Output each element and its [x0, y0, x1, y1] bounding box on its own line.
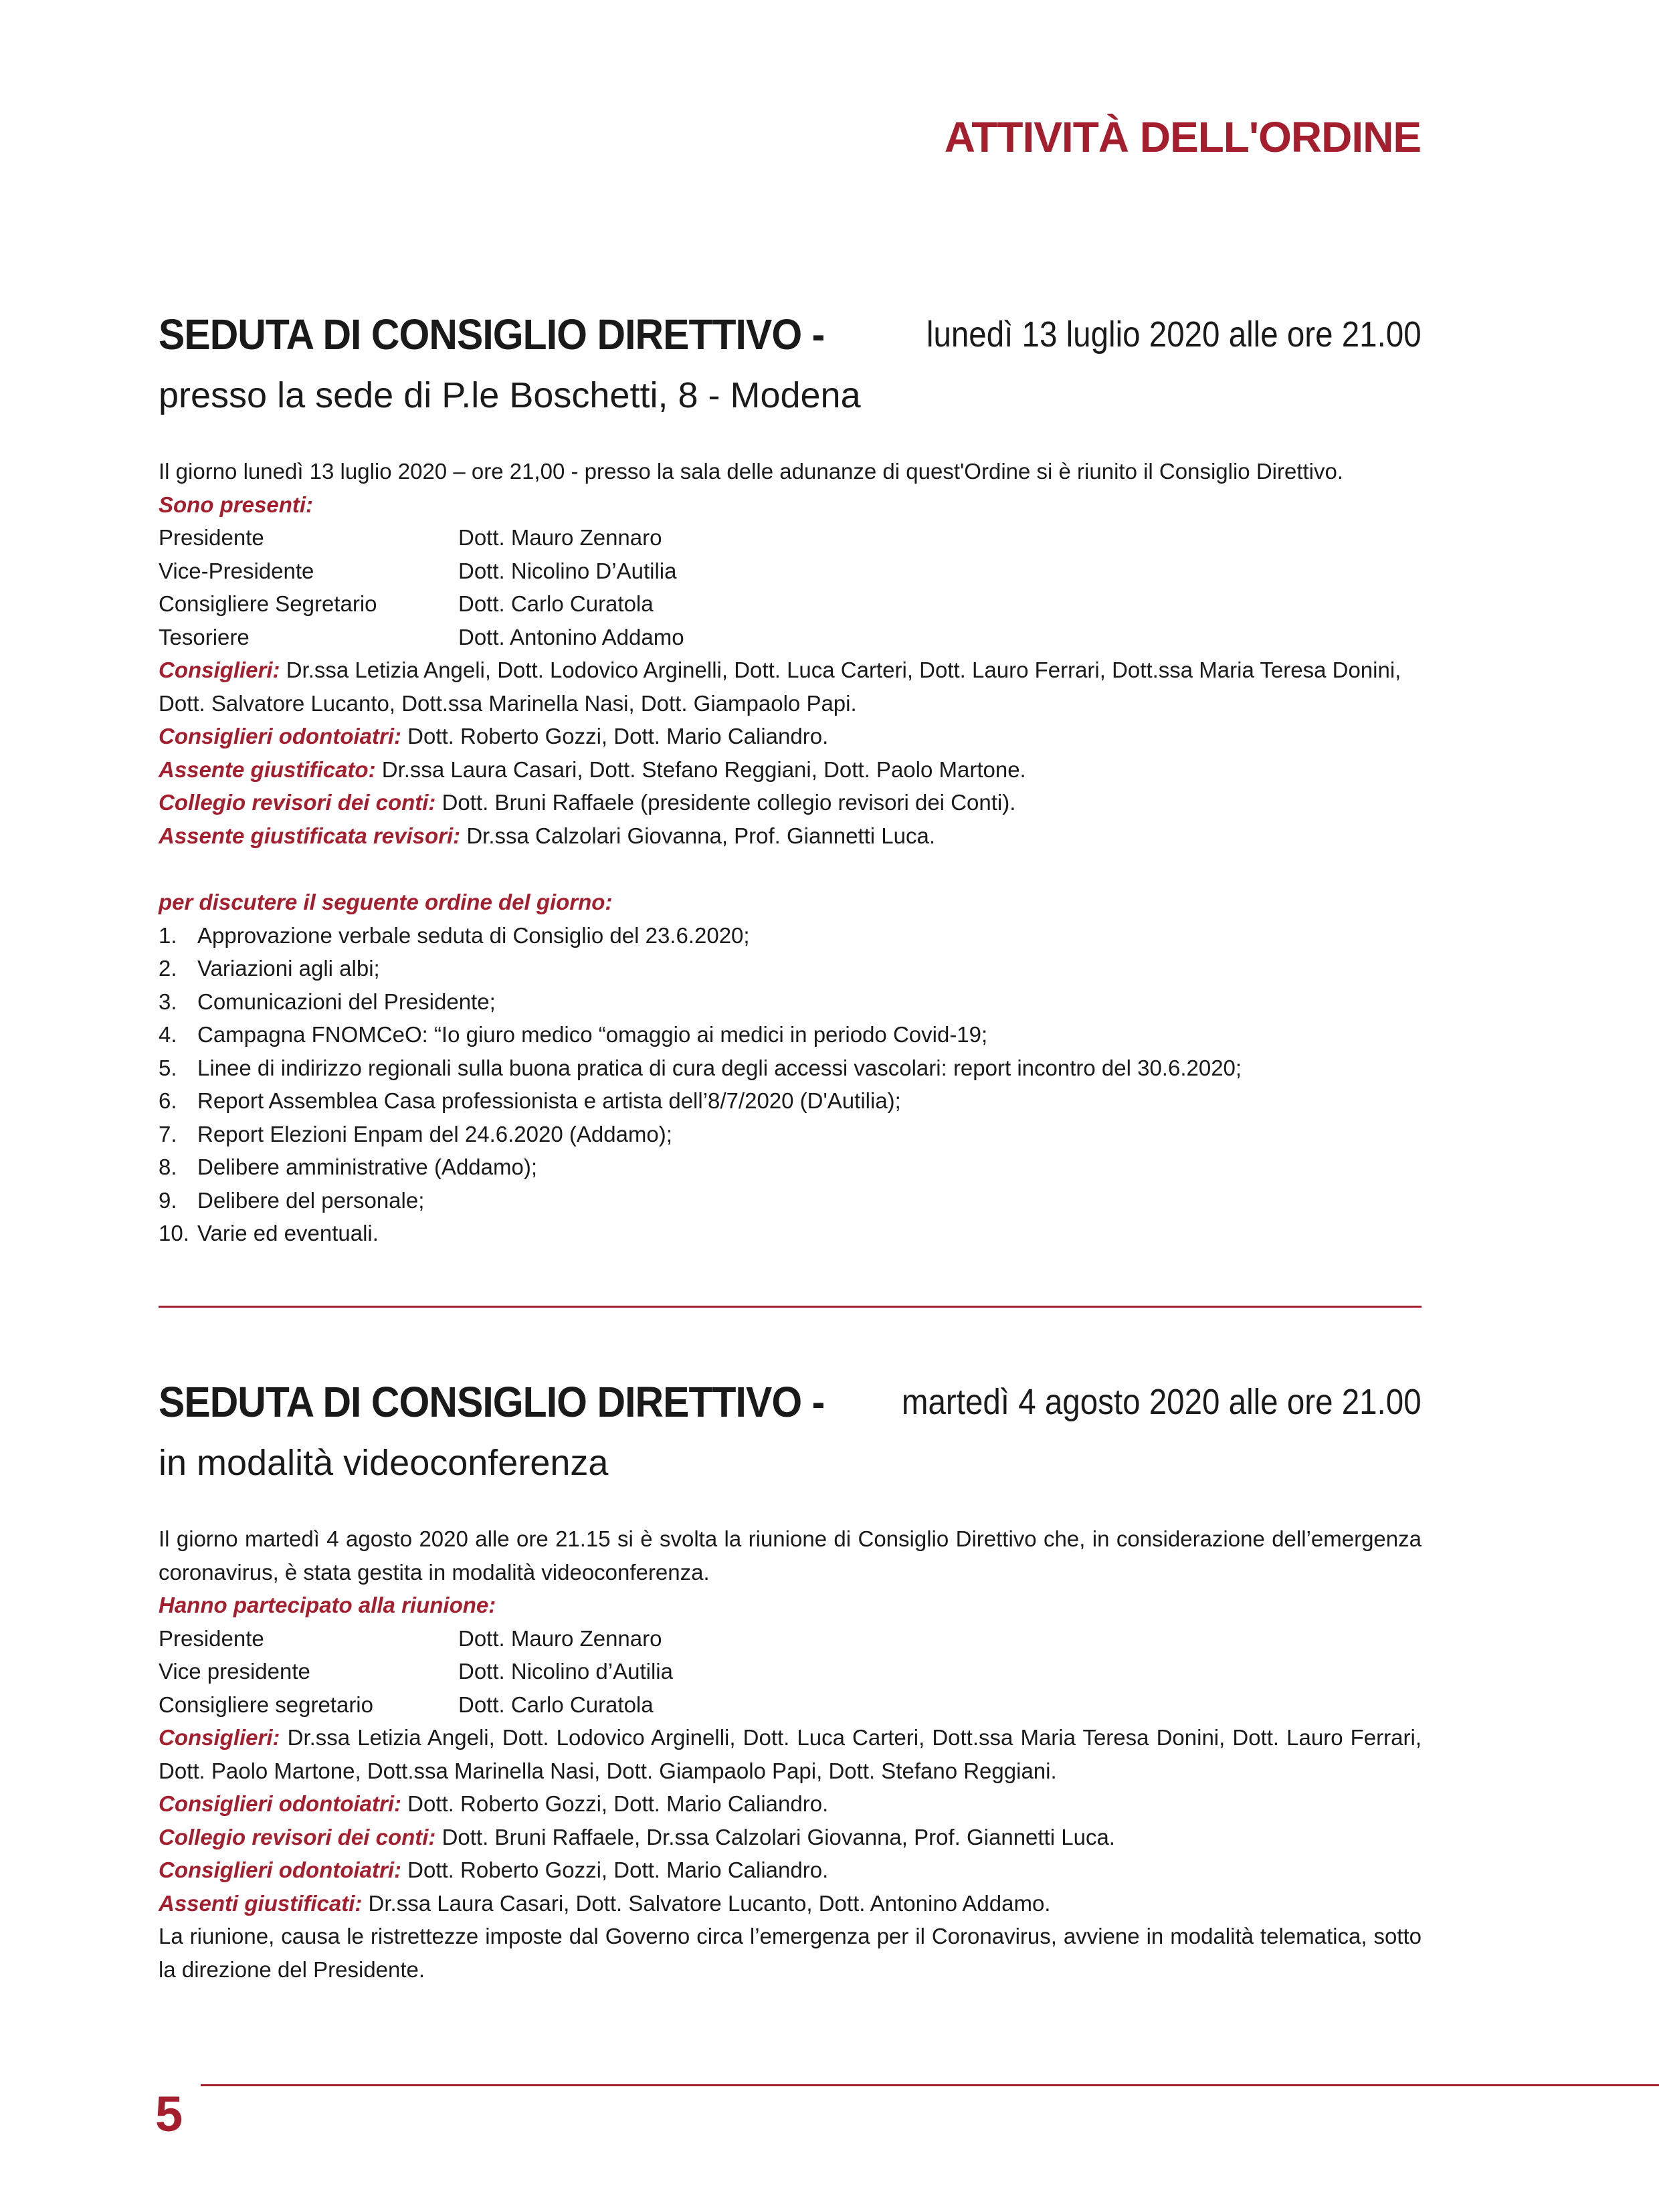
revisori-label: Collegio revisori dei conti:	[159, 790, 436, 815]
consiglieri-paragraph	[159, 1721, 1422, 1787]
role-row	[159, 521, 1422, 555]
assente-revisori-label: Assente giustificata revisori:	[159, 823, 461, 848]
role-row	[159, 1622, 1422, 1655]
list-item	[159, 1118, 1422, 1151]
meeting-intro: Il giorno martedì 4 agosto 2020 alle ore 21.15 si è svolta la riunione di Consiglio Direttivo che, in considerazione dell’emergenza coronavirus, è stata gestita in modalità videoconferenza.	[159, 1526, 1422, 1585]
odontoiatri-label: Consiglieri odontoiatri:	[159, 1791, 401, 1816]
role-title: Presidente	[159, 1625, 264, 1651]
agenda-text: Report Assemblea Casa professionista e artista dell’8/7/2020 (D'Autilia);	[197, 1088, 901, 1113]
list-item	[159, 1018, 1422, 1051]
agenda-number: 6.	[159, 1088, 177, 1113]
agenda-list	[159, 919, 1422, 1250]
present-label: Sono presenti:	[159, 492, 314, 517]
consiglieri-text: Dr.ssa Letizia Angeli, Dott. Lodovico Arginelli, Dott. Luca Carteri, Dott. Lauro Ferrari, Dott.ssa Maria Teresa Donini, Dott. Salvatore Lucanto, Dott.ssa Marinella Nasi, Dott. Giampaolo Papi.	[159, 658, 1401, 716]
consiglieri-paragraph	[159, 653, 1422, 720]
agenda-text: Campagna FNOMCeO: “Io giuro medico “omaggio ai medici in periodo Covid-19;	[197, 1022, 988, 1047]
agenda-text: Linee di indirizzo regionali sulla buona pratica di cura degli accessi vascolari: report incontro del 30.6.2020;	[197, 1055, 1242, 1080]
role-row	[159, 1688, 1422, 1722]
meeting-date: lunedì 13 luglio 2020 alle ore 21.00	[926, 314, 1422, 355]
agenda-number: 10.	[159, 1221, 189, 1245]
revisori-text: Dott. Bruni Raffaele, Dr.ssa Calzolari Giovanna, Prof. Giannetti Luca.	[435, 1824, 1115, 1849]
list-item	[159, 1084, 1422, 1118]
odontoiatri-paragraph-2	[159, 1853, 1422, 1887]
meeting-body	[159, 1522, 1422, 1986]
role-title: Consigliere segretario	[159, 1692, 373, 1717]
odontoiatri-text: Dott. Roberto Gozzi, Dott. Mario Caliandro.	[401, 724, 829, 748]
agenda-text: Report Elezioni Enpam del 24.6.2020 (Addamo);	[197, 1121, 672, 1146]
assente-revisori-text: Dr.ssa Calzolari Giovanna, Prof. Giannetti Luca.	[460, 823, 935, 848]
meeting-section-1	[159, 309, 1422, 1250]
agenda-text: Approvazione verbale seduta di Consiglio del 23.6.2020;	[197, 922, 750, 948]
assente-label: Assente giustificato:	[159, 757, 376, 782]
odontoiatri-text: Dott. Roberto Gozzi, Dott. Mario Caliandro.	[401, 1857, 829, 1882]
meeting-title: SEDUTA DI CONSIGLIO DIRETTIVO -	[159, 310, 825, 359]
role-title: Presidente	[159, 525, 264, 550]
role-title: Vice-Presidente	[159, 558, 314, 583]
role-row	[159, 1655, 1422, 1688]
role-title: Vice presidente	[159, 1659, 310, 1684]
odontoiatri-label: Consiglieri odontoiatri:	[159, 724, 401, 748]
agenda-label: per discutere il seguente ordine del giorno:	[159, 890, 613, 914]
consiglieri-label: Consiglieri:	[159, 1725, 280, 1750]
list-item	[159, 1051, 1422, 1085]
role-row	[159, 555, 1422, 588]
agenda-number: 7.	[159, 1121, 177, 1146]
revisori-label: Collegio revisori dei conti:	[159, 1824, 436, 1849]
odontoiatri-text: Dott. Roberto Gozzi, Dott. Mario Caliandro.	[401, 1791, 829, 1816]
list-item	[159, 919, 1422, 952]
present-label: Hanno partecipato alla riunione:	[159, 1593, 496, 1617]
footer-rule	[201, 2084, 1659, 2086]
agenda-text: Comunicazioni del Presidente;	[197, 989, 496, 1014]
list-item	[159, 1184, 1422, 1217]
assenti-text: Dr.ssa Laura Casari, Dott. Salvatore Lucanto, Dott. Antonino Addamo.	[362, 1890, 1051, 1916]
agenda-number: 5.	[159, 1055, 177, 1080]
agenda-number: 9.	[159, 1187, 177, 1213]
agenda-number: 1.	[159, 922, 177, 948]
assenti-label: Assenti giustificati:	[159, 1890, 363, 1916]
assenti-paragraph	[159, 1887, 1422, 1920]
agenda-text: Varie ed eventuali.	[197, 1221, 379, 1245]
agenda-text: Delibere amministrative (Addamo);	[197, 1154, 538, 1179]
closing-paragraph: La riunione, causa le ristrettezze imposte dal Governo circa l’emergenza per il Coronavirus, avviene in modalità telematica, sotto la direzione del Presidente.	[159, 1924, 1422, 1982]
meeting-date: martedì 4 agosto 2020 alle ore 21.00	[902, 1382, 1422, 1422]
revisori-paragraph	[159, 786, 1422, 819]
meeting-section-2	[159, 1377, 1422, 1986]
meeting-location: presso la sede di P.le Boschetti, 8 - Modena	[159, 375, 861, 415]
role-row	[159, 621, 1422, 654]
consiglieri-text: Dr.ssa Letizia Angeli, Dott. Lodovico Arginelli, Dott. Luca Carteri, Dott.ssa Maria Teresa Donini, Dott. Lauro Ferrari, Dott. Paolo Martone, Dott.ssa Marinella Nasi, Dott. Giampaolo Papi, Dott. Stefano Reggiani.	[159, 1725, 1422, 1783]
agenda-text: Delibere del personale;	[197, 1187, 425, 1213]
list-item	[159, 1217, 1422, 1250]
odontoiatri-paragraph	[159, 720, 1422, 753]
agenda-number: 3.	[159, 989, 177, 1014]
odontoiatri-label: Consiglieri odontoiatri:	[159, 1857, 401, 1882]
section-divider	[159, 1306, 1422, 1308]
meeting-heading	[159, 1377, 1422, 1439]
role-row	[159, 587, 1422, 621]
role-name: Dott. Nicolino D’Autilia	[458, 558, 677, 583]
list-item	[159, 952, 1422, 985]
revisori-paragraph	[159, 1821, 1422, 1854]
agenda-number: 2.	[159, 956, 177, 981]
list-item	[159, 985, 1422, 1019]
meeting-mode: in modalità videoconferenza	[159, 1443, 609, 1483]
role-title: Tesoriere	[159, 624, 250, 649]
meeting-body	[159, 455, 1422, 1250]
assente-revisori-paragraph	[159, 819, 1422, 853]
assente-paragraph	[159, 753, 1422, 787]
role-name: Dott. Mauro Zennaro	[458, 1625, 662, 1651]
section-header-title: ATTIVITÀ DELL'ORDINE	[944, 113, 1421, 161]
agenda-number: 4.	[159, 1022, 177, 1047]
role-name: Dott. Nicolino d’Autilia	[458, 1659, 673, 1684]
assente-text: Dr.ssa Laura Casari, Dott. Stefano Reggiani, Dott. Paolo Martone.	[375, 757, 1026, 782]
role-name: Dott. Mauro Zennaro	[458, 525, 662, 550]
page-number: 5	[155, 2086, 183, 2142]
agenda-number: 8.	[159, 1154, 177, 1179]
consiglieri-label: Consiglieri:	[159, 658, 280, 682]
revisori-text: Dott. Bruni Raffaele (presidente collegio revisori dei Conti).	[435, 790, 1016, 815]
role-name: Dott. Antonino Addamo	[458, 624, 684, 649]
role-name: Dott. Carlo Curatola	[458, 1692, 654, 1717]
meeting-title: SEDUTA DI CONSIGLIO DIRETTIVO -	[159, 1378, 825, 1426]
agenda-text: Variazioni agli albi;	[197, 956, 380, 981]
odontoiatri-paragraph	[159, 1787, 1422, 1821]
meeting-intro: Il giorno lunedì 13 luglio 2020 – ore 21,00 - presso la sala delle adunanze di quest'Ordine si è riunito il Consiglio Direttivo.	[159, 459, 1344, 484]
role-title: Consigliere Segretario	[159, 591, 377, 616]
list-item	[159, 1150, 1422, 1184]
role-name: Dott. Carlo Curatola	[458, 591, 654, 616]
meeting-heading	[159, 309, 1422, 372]
